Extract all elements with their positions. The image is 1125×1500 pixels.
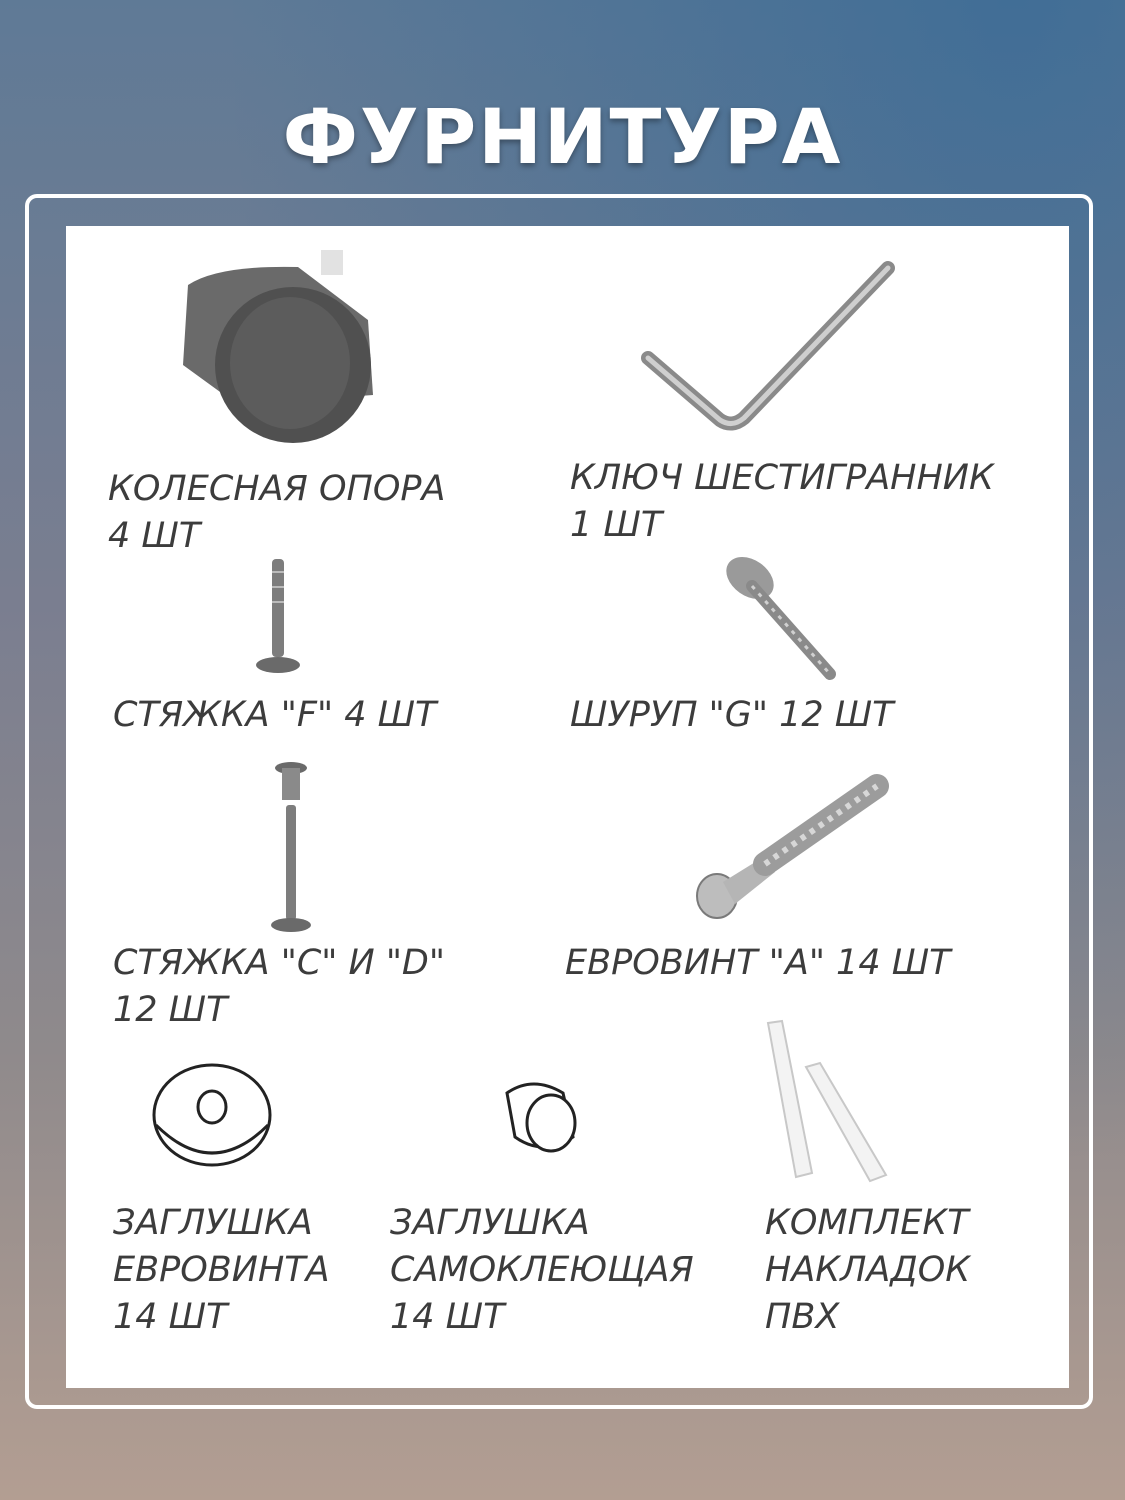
bolt-cd-label: СТЯЖКА "C" И "D" 12 ШТ: [113, 943, 445, 1030]
caster-wheel-icon: [178, 245, 378, 445]
pvc-strips-label: КОМПЛЕКТ НАКЛАДОК ПВХ: [765, 1203, 971, 1337]
bolt-f-icon: [254, 557, 304, 677]
self-adhesive-cap-label: ЗАГЛУШКА САМОКЛЕЮЩАЯ 14 ШТ: [390, 1203, 694, 1337]
self-adhesive-cap-icon: [493, 1075, 583, 1165]
cap-euroscrew-icon: [150, 1063, 275, 1173]
caster-wheel-label: КОЛЕСНАЯ ОПОРА 4 ШТ: [108, 469, 446, 556]
hex-key-icon: [640, 258, 900, 438]
page-title: ФУРНИТУРА: [282, 92, 843, 181]
euroscrew-icon: [695, 772, 885, 922]
screw-icon: [722, 556, 842, 681]
cap-euroscrew-label: ЗАГЛУШКА ЕВРОВИНТА 14 ШТ: [113, 1203, 330, 1337]
bolt-cd-icon: [266, 760, 316, 935]
euroscrew-label: ЕВРОВИНТ "A" 14 ШТ: [565, 943, 951, 983]
bolt-f-label: СТЯЖКА "F" 4 ШТ: [113, 695, 437, 735]
hex-key-label: КЛЮЧ ШЕСТИГРАННИК 1 ШТ: [570, 458, 994, 545]
screw-label: ШУРУП "G" 12 ШТ: [570, 695, 894, 735]
pvc-strips-icon: [760, 1015, 895, 1185]
